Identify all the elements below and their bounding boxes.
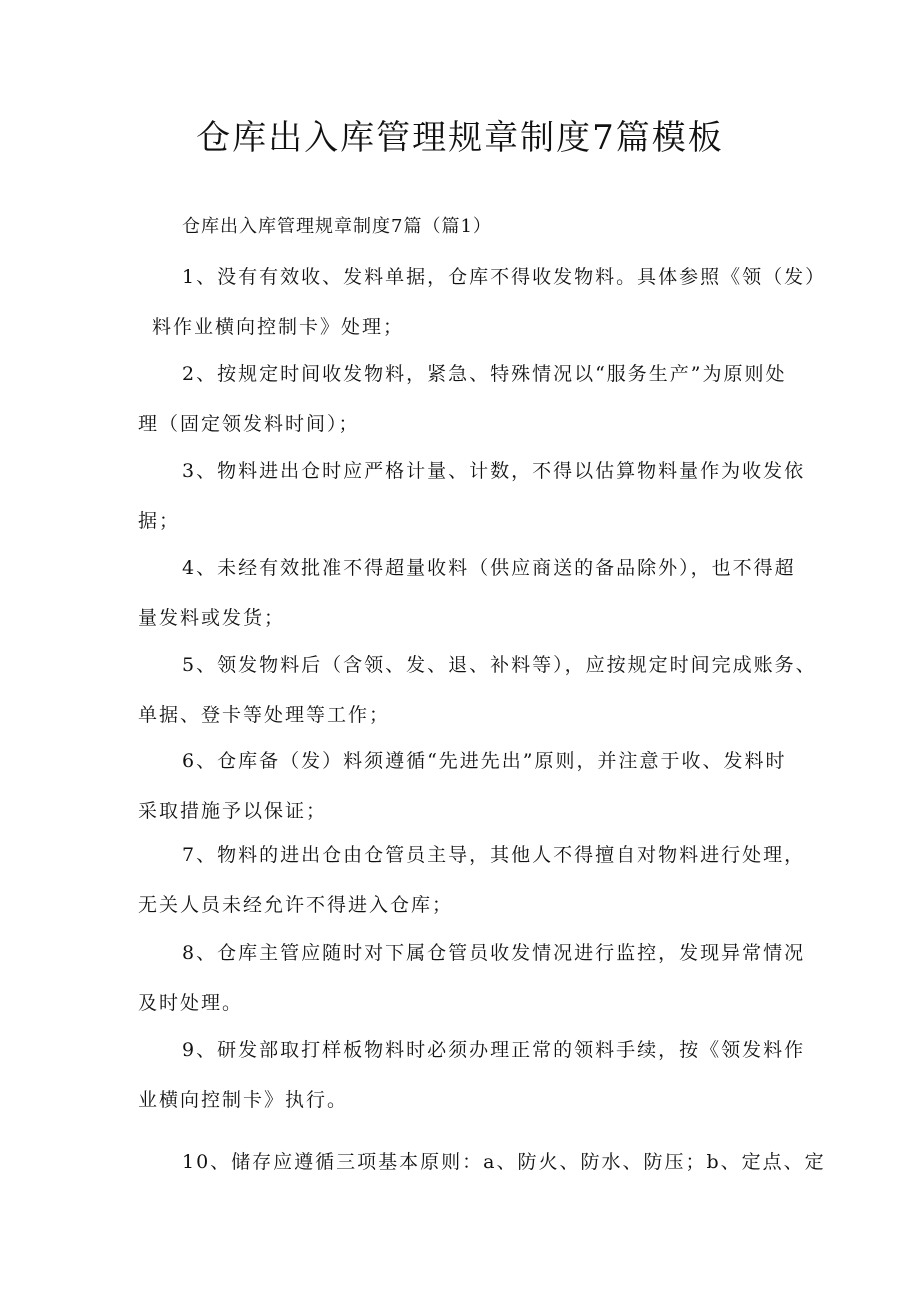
rule-item-3 xyxy=(138,446,806,546)
rule-item-1 xyxy=(138,252,827,352)
rule-item-9 xyxy=(138,1025,806,1125)
rule-item-1-line-1: 1、没有有效收、发料单据，仓库不得收发物料。具体参照《领（发） xyxy=(182,266,827,288)
rule-item-4-line-1: 4、未经有效批准不得超量收料（供应商送的备品除外），也不得超 xyxy=(182,557,796,579)
rule-item-8 xyxy=(138,928,806,1028)
rule-item-9-line-1: 9、研发部取打样板物料时必须办理正常的领料手续，按《领发料作 xyxy=(182,1039,806,1061)
rule-item-6 xyxy=(138,736,788,836)
rule-item-6-line-2: 采取措施予以保证； xyxy=(138,800,328,822)
rule-item-3-line-2: 据； xyxy=(138,510,181,532)
rule-item-10 xyxy=(138,1137,826,1187)
rule-item-7-line-1: 7、物料的进出仓由仓管员主导，其他人不得擅自对物料进行处理， xyxy=(182,844,806,866)
rule-item-2-line-2: 理（固定领发料时间）； xyxy=(138,413,360,435)
rule-item-4-line-2: 量发料或发货； xyxy=(138,607,286,629)
rule-item-2 xyxy=(138,349,788,449)
rule-item-2-line-1: 2、按规定时间收发物料，紧急、特殊情况以“服务生产”为原则处 xyxy=(182,363,787,385)
rule-item-4 xyxy=(138,543,796,643)
rule-item-7-line-2: 无关人员未经允许不得进入仓库； xyxy=(138,894,454,916)
rule-item-8-line-1: 8、仓库主管应随时对下属仓管员收发情况进行监控，发现异常情况 xyxy=(182,942,806,964)
rule-item-3-line-1: 3、物料进出仓时应严格计量、计数，不得以估算物料量作为收发依 xyxy=(182,460,806,482)
section-heading: 仓库出入库管理规章制度7篇（篇1） xyxy=(182,216,492,237)
document-title: 仓库出入库管理规章制度7篇模板 xyxy=(196,118,724,158)
rule-item-5-line-2: 单据、登卡等处理等工作； xyxy=(138,704,391,726)
rule-item-6-line-1: 6、仓库备（发）料须遵循“先进先出”原则，并注意于收、发料时 xyxy=(182,750,787,772)
rule-item-5-line-1: 5、领发物料后（含领、发、退、补料等），应按规定时间完成账务、 xyxy=(182,654,817,676)
rule-item-7 xyxy=(138,830,806,930)
rule-item-1-line-2: 料作业横向控制卡》处理； xyxy=(152,316,405,338)
rule-item-5 xyxy=(138,640,817,740)
rule-item-10-line-1: 10、储存应遵循三项基本原则：a、防火、防水、防压；b、定点、定 xyxy=(182,1151,826,1173)
rule-item-9-line-2: 业横向控制卡》执行。 xyxy=(138,1089,349,1111)
rule-item-8-line-2: 及时处理。 xyxy=(138,992,244,1014)
